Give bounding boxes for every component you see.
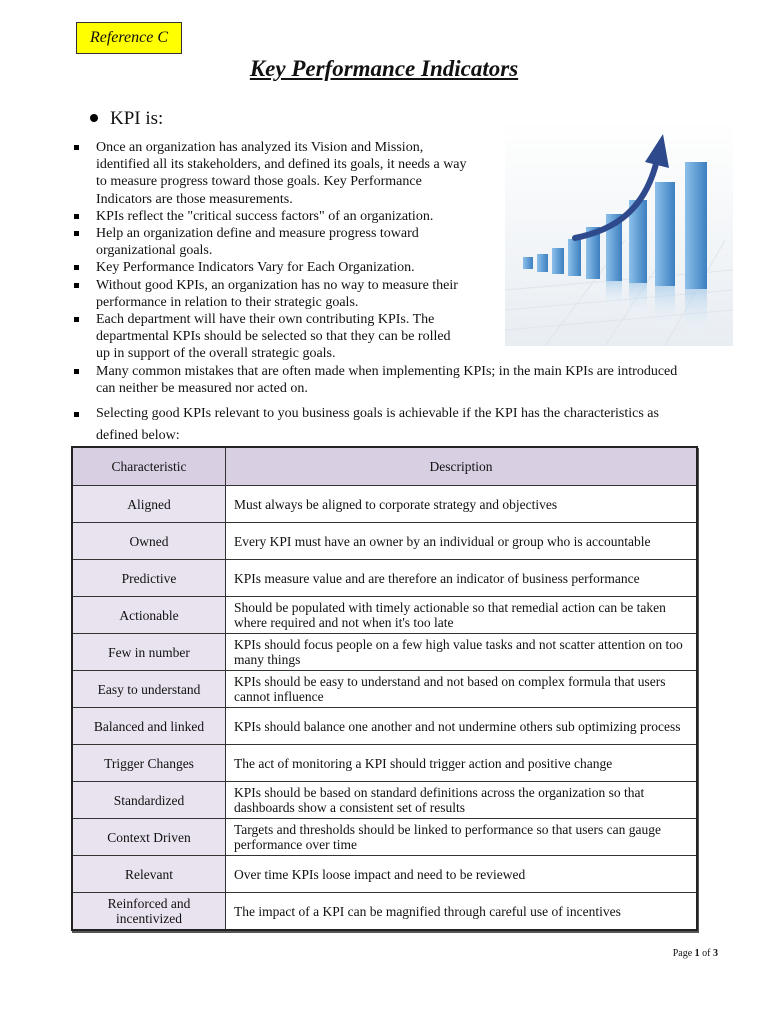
description-cell: KPIs should be easy to understand and not based on complex formula that users cannot influence [226,671,698,708]
table-row [72,597,697,634]
page-sep: of [699,948,713,959]
bar-3 [552,248,564,274]
reference-label: Reference C [76,22,182,54]
description-cell: The act of monitoring a KPI should trigger action and positive change [226,745,698,782]
characteristic-cell: Standardized [72,782,226,819]
bullet-item: Without good KPIs, an organization has no way to measure their performance in relation to their strategic goals. [73,277,468,311]
bullet-item: Selecting good KPIs relevant to you business goals is achievable if the KPI has the characteristics as defined below: [73,403,693,447]
table-header-row [72,447,697,486]
table-row [72,671,697,708]
page-prefix: Page [672,948,695,959]
characteristic-cell: Few in number [72,634,226,671]
kpi-characteristics-table [71,446,698,931]
characteristic-cell: Balanced and linked [72,708,226,745]
table-row [72,560,697,597]
column-header-description: Description [226,447,698,486]
description-cell: KPIs should be based on standard definitions across the organization so that dashboards show a consistent set of results [226,782,698,819]
bullet-item: Many common mistakes that are often made when implementing KPIs; in the main KPIs are introduced can neither be measured nor acted on. [73,363,693,397]
description-cell: Targets and thresholds should be linked to performance so that users can gauge performance over time [226,819,698,856]
description-cell: The impact of a KPI can be magnified through careful use of incentives [226,893,698,931]
bullet-item: Key Performance Indicators Vary for Each Organization. [73,259,468,276]
page-title: Key Performance Indicators [249,56,519,81]
characteristic-cell: Aligned [72,486,226,523]
page-total: 3 [713,948,718,959]
page-number [673,948,718,959]
bar-1 [523,257,533,269]
bar-4 [568,239,581,276]
kpi-heading-text: KPI is: [110,108,164,129]
bullet-item: KPIs reflect the "critical success factors" of an organization. [73,208,468,225]
description-cell: Should be populated with timely actionable so that remedial action can be taken where required and not when it's too late [226,597,698,634]
description-cell: KPIs should balance one another and not undermine others sub optimizing process [226,708,698,745]
description-cell: Every KPI must have an owner by an individual or group who is accountable [226,523,698,560]
characteristic-cell: Actionable [72,597,226,634]
description-cell: KPIs should focus people on a few high value tasks and not scatter attention on too many things [226,634,698,671]
bar-9 [685,162,707,289]
table-row [72,745,697,782]
table-row [72,856,697,893]
characteristic-cell: Owned [72,523,226,560]
table-row [72,893,697,931]
bullet-item: Each department will have their own contributing KPIs. The departmental KPIs should be selected so that they can be rolled up in support of the overall strategic goals. [73,311,468,363]
table-row [72,819,697,856]
bullet-item: Once an organization has analyzed its Vision and Mission, identified all its stakeholders, and defined its goals, it needs a way to measure progress toward those goals. Key Performance Indicators are those measurements. [73,139,468,208]
bullet-dot-icon [90,114,98,122]
column-header-characteristic: Characteristic [72,447,226,486]
bar-8 [655,182,675,286]
table-row [72,708,697,745]
characteristic-cell: Reinforced and incentivized [72,893,226,931]
description-cell: Must always be aligned to corporate strategy and objectives [226,486,698,523]
description-cell: KPIs measure value and are therefore an indicator of business performance [226,560,698,597]
kpi-heading [90,108,163,130]
characteristic-cell: Trigger Changes [72,745,226,782]
table-row [72,634,697,671]
growth-chart-illustration [505,120,733,346]
bullet-item: Help an organization define and measure progress toward organizational goals. [73,225,468,259]
characteristic-cell: Context Driven [72,819,226,856]
table-row [72,782,697,819]
characteristic-cell: Relevant [72,856,226,893]
bar-2 [537,254,548,272]
table-row [72,523,697,560]
description-cell: Over time KPIs loose impact and need to be reviewed [226,856,698,893]
table-row [72,486,697,523]
characteristic-cell: Predictive [72,560,226,597]
characteristic-cell: Easy to understand [72,671,226,708]
page-current: 1 [694,948,700,959]
